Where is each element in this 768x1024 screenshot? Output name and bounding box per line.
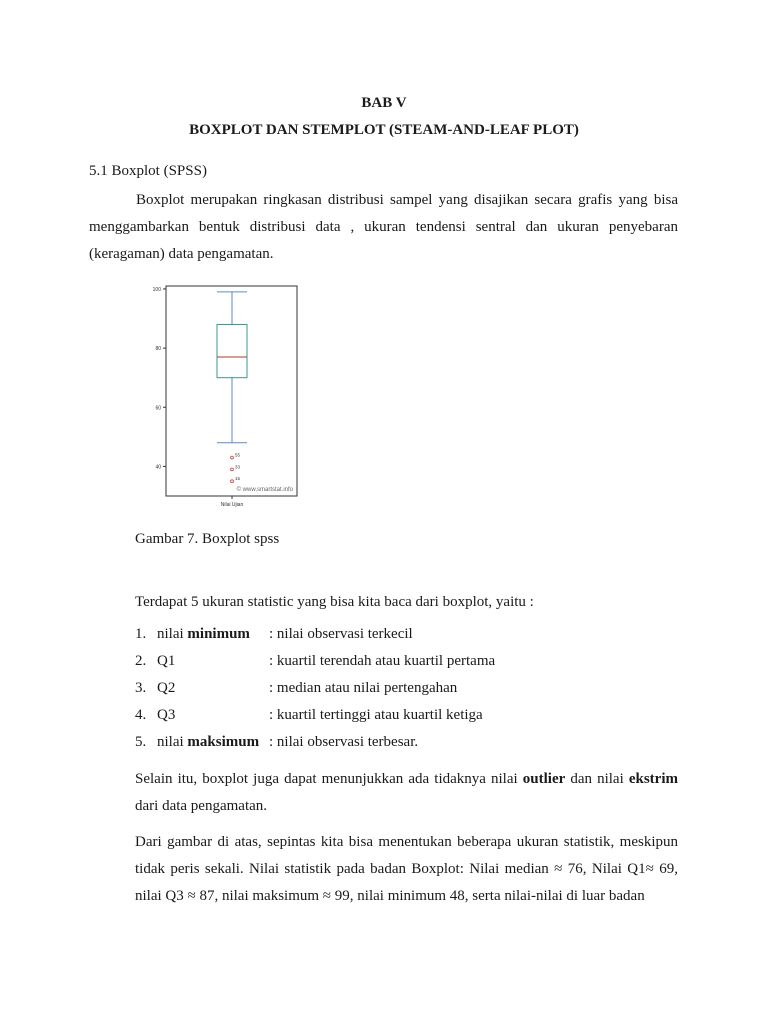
list-number: 2. [135, 653, 147, 669]
list-term: nilai minimum [157, 626, 250, 642]
bold-term: maksimum [187, 734, 260, 750]
statistic-list [135, 621, 655, 756]
chapter-heading: BAB V [361, 95, 407, 111]
figure-caption: Gambar 7. Boxplot spss [135, 531, 280, 547]
bold-term: minimum [187, 626, 250, 642]
list-description: : nilai observasi terbesar. [269, 734, 419, 750]
list-description: : kuartil terendah atau kuartil pertama [269, 653, 496, 669]
list-number: 5. [135, 734, 147, 750]
paragraph-statistics: Dari gambar di atas, sepintas kita bisa menentukan beberapa ukuran statistik, meskipun tidak peris sekali. Nilai statistik pada badan Boxplot: Nilai median ≈ 76, Nilai Q1≈ 69, nilai Q3 ≈ 87, nilai maksimum ≈ 99, nilai minimum 48, serta nilai-nilai di luar badan [135, 834, 678, 904]
outlier-label: 33 [235, 464, 241, 470]
section-heading: 5.1 Boxplot (SPSS) [89, 163, 207, 179]
list-description: : kuartil tertinggi atau kuartil ketiga [269, 707, 483, 723]
watermark-text: © www.smartstat.info [236, 487, 293, 493]
list-description: : median atau nilai pertengahan [269, 680, 458, 696]
list-item [135, 702, 655, 729]
list-item [135, 621, 655, 648]
list-number: 4. [135, 707, 147, 723]
list-number: 1. [135, 626, 147, 642]
outlier-label: 55 [235, 452, 241, 458]
x-axis-label: Nilai Ujian [220, 502, 244, 508]
iqr-box [217, 324, 247, 377]
bold-ekstrim: ekstrim [628, 771, 678, 787]
list-number: 3. [135, 680, 147, 696]
outlier-label: 15 [235, 476, 241, 482]
boxplot-figure [140, 282, 306, 514]
y-tick-label: 60 [155, 405, 161, 412]
y-tick-label: 100 [152, 286, 161, 293]
y-tick-label: 80 [155, 346, 161, 353]
paragraph-outlier: Selain itu, boxplot juga dapat menunjukkan ada tidaknya nilai outlier dan nilai ekstrim dari data pengamatan. [135, 771, 678, 814]
boxplot-chart [140, 282, 306, 514]
list-item [135, 648, 655, 675]
list-term: nilai maksimum [157, 734, 260, 750]
list-description: : nilai observasi terkecil [269, 626, 413, 642]
list-item [135, 675, 655, 702]
list-term: Q1 [157, 653, 176, 669]
bold-outlier: outlier [522, 771, 566, 787]
list-term: Q3 [157, 707, 176, 723]
document-title: BOXPLOT DAN STEMPLOT (STEAM-AND-LEAF PLOT) [189, 122, 579, 138]
y-tick-label: 40 [155, 464, 161, 471]
list-item [135, 729, 655, 756]
paragraph-intro: Boxplot merupakan ringkasan distribusi sampel yang disajikan secara grafis yang bisa menggambarkan bentuk distribusi data , ukuran tendensi sentral dan ukuran penyebaran (keragaman) data pengamatan. [89, 192, 678, 262]
list-intro: Terdapat 5 ukuran statistic yang bisa kita baca dari boxplot, yaitu : [135, 594, 534, 610]
list-term: Q2 [157, 680, 176, 696]
